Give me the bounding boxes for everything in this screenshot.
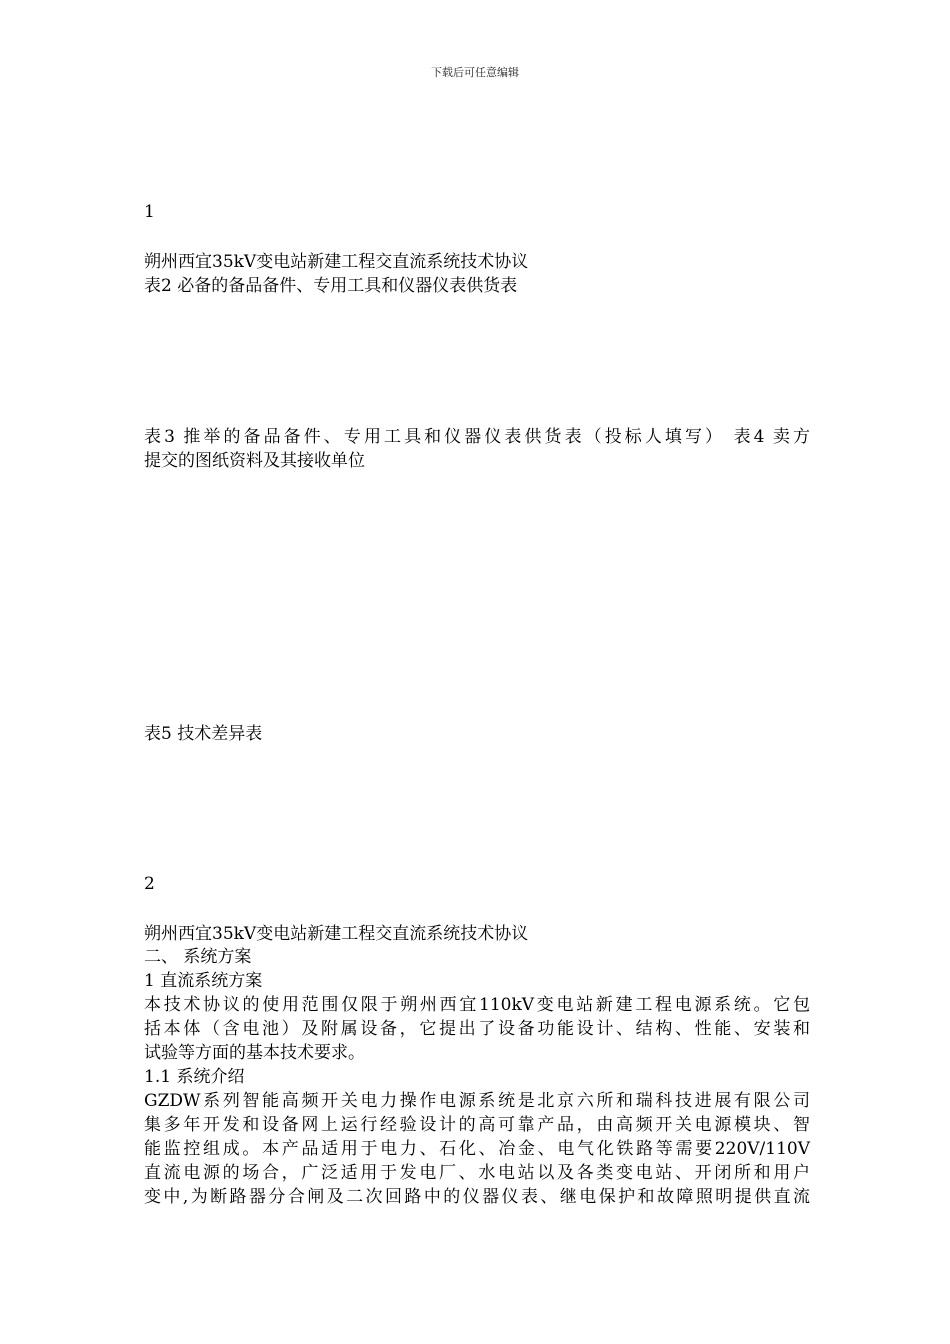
paragraph-line: 括本体（含电池）及附属设备，它提出了设备功能设计、结构、性能、安装和: [144, 1019, 810, 1039]
section-heading: 二、 系统方案: [144, 947, 252, 967]
paragraph-line: 试验等方面的基本技术要求。: [144, 1043, 365, 1063]
table3-caption-line2: 提交的图纸资料及其接收单位: [144, 451, 365, 471]
paragraph-line: 能监控组成。本产品适用于电力、石化、冶金、电气化铁路等需要220V/110V: [144, 1139, 810, 1159]
paragraph-line: 集多年开发和设备网上运行经验设计的高可靠产品，由高频开关电源模块、智: [144, 1115, 810, 1135]
paragraph-line: 直流电源的场合，广泛适用于发电厂、水电站以及各类变电站、开闭所和用户: [144, 1163, 810, 1183]
paragraph-line: 变中,为断路器分合闸及二次回路中的仪器仪表、继电保护和故障照明提供直流: [144, 1187, 810, 1207]
page-number-2: 2: [144, 874, 155, 894]
table2-caption: 表2 必备的备品备件、专用工具和仪器仪表供货表: [144, 276, 518, 296]
paragraph-line: 本技术协议的使用范围仅限于朔州西宜110kV变电站新建工程电源系统。它包: [144, 995, 810, 1015]
document-title-page2: 朔州西宜35kV变电站新建工程交直流系统技术协议: [144, 924, 529, 944]
table5-caption: 表5 技术差异表: [144, 724, 263, 744]
subsection-heading: 1 直流系统方案: [144, 971, 263, 991]
page-header-note: 下载后可任意编辑: [431, 66, 519, 79]
paragraph-line: GZDW系列智能高频开关电力操作电源系统是北京六所和瑞科技进展有限公司: [144, 1091, 810, 1111]
page-number-1: 1: [144, 202, 155, 222]
subsection2-heading: 1.1 系统介绍: [144, 1067, 245, 1087]
table3-caption-line1: 表3 推举的备品备件、专用工具和仪器仪表供货表（投标人填写） 表4 卖方: [144, 427, 810, 447]
document-title-page1: 朔州西宜35kV变电站新建工程交直流系统技术协议: [144, 252, 529, 272]
